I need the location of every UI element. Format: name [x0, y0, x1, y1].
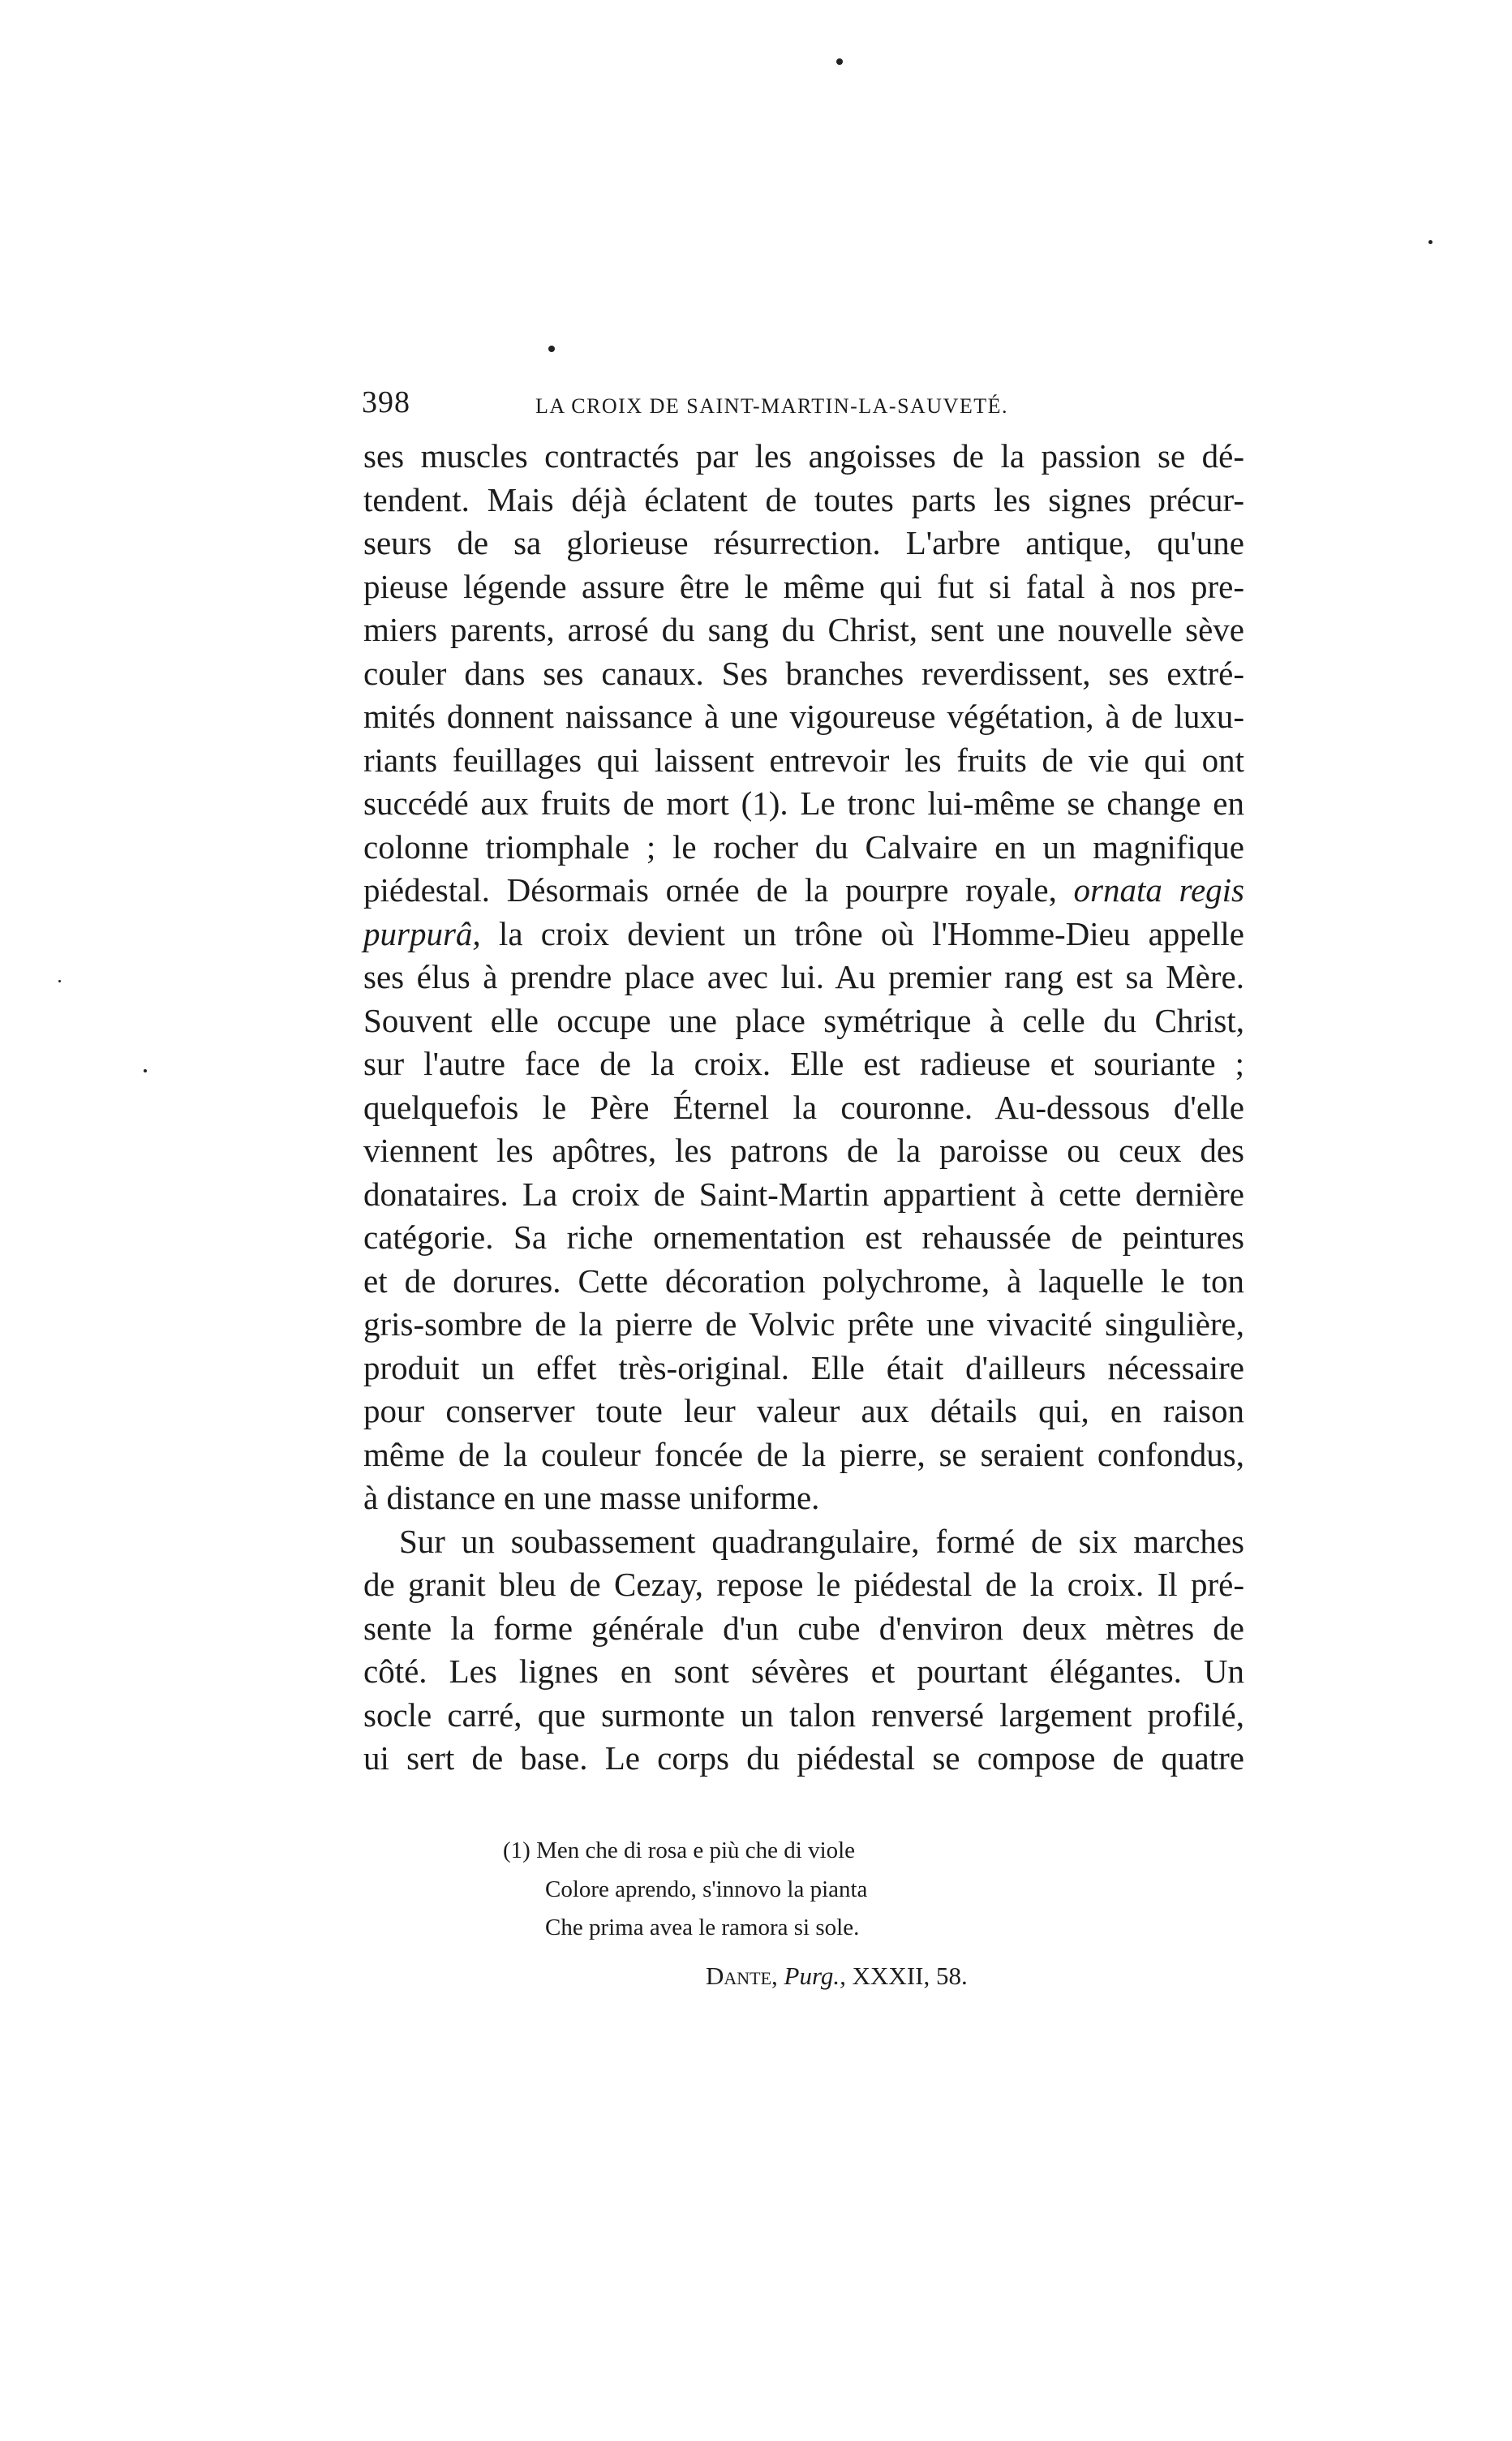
paragraph-start-line: Sur un soubassement quadrangulaire, formé de six marches	[399, 1522, 1244, 1560]
text-line: côté. Les lignes en sont sévères et pourtant élégantes. Un	[363, 1652, 1244, 1690]
text-line: mités donnent naissance à une vigoureuse végétation, à de luxu-	[363, 698, 1244, 735]
running-head: LA CROIX DE SAINT-MARTIN-LA-SAUVETÉ.	[535, 394, 1009, 418]
paragraph-end-line: à distance en une masse uniforme.	[363, 1479, 820, 1516]
page-header	[362, 385, 1246, 425]
footnote-line: (1) Men che di rosa e più che di viole	[503, 1837, 856, 1863]
text-line: ses élus à prendre place avec lui. Au premier rang est sa Mère.	[363, 958, 1244, 995]
text-line: catégorie. Sa riche ornementation est rehaussée de peintures	[363, 1218, 1244, 1256]
text-line: tendent. Mais déjà éclatent de toutes parts les signes précur-	[363, 480, 1244, 518]
text-line: donataires. La croix de Saint-Martin appartient à cette dernière	[363, 1175, 1244, 1213]
text-line: ses muscles contractés par les angoisses de la passion se dé-	[363, 437, 1244, 475]
attribution-work: Purg.,	[784, 1961, 846, 1990]
text-line: pieuse légende assure être le même qui fut si fatal à nos pre-	[363, 567, 1244, 605]
footnote-attribution	[503, 1956, 1022, 1996]
text-line: de granit bleu de Cezay, repose le piédestal de la croix. Il pré-	[363, 1566, 1244, 1603]
text-line: ui sert de base. Le corps du piédestal se compose de quatre	[363, 1739, 1244, 1777]
text-line: sur l'autre face de la croix. Elle est radieuse et souriante ;	[363, 1045, 1244, 1082]
footnote-line: Colore aprendo, s'innovo la pianta	[545, 1876, 868, 1902]
text-line: sente la forme générale d'un cube d'environ deux mètres de	[363, 1609, 1244, 1647]
text-line: seurs de sa glorieuse résurrection. L'arbre antique, qu'une	[363, 524, 1244, 561]
print-speck	[1428, 240, 1433, 244]
attribution-author: Dante,	[706, 1961, 778, 1990]
text-line: viennent les apôtres, les patrons de la paroisse ou ceux des	[363, 1132, 1244, 1169]
text-line: riants feuillages qui laissent entrevoir les fruits de vie qui ont	[363, 741, 1244, 779]
page-number: 398	[362, 385, 410, 419]
print-speck	[836, 58, 843, 65]
text-line: couler dans ses canaux. Ses branches reverdissent, ses extré-	[363, 654, 1244, 692]
attribution-reference: XXXII, 58.	[852, 1961, 968, 1990]
text-line-with-italic	[363, 869, 1244, 913]
text-line: quelquefois le Père Éternel la couronne. Au-dessous d'elle	[363, 1088, 1244, 1126]
text-line: pour conserver toute leur valeur aux détails qui, en raison	[363, 1392, 1244, 1429]
text-line: colonne triomphale ; le rocher du Calvaire en un magnifique	[363, 827, 1244, 866]
text-line-with-italic	[363, 913, 1244, 956]
text-line: et de dorures. Cette décoration polychrome, à laquelle le ton	[363, 1261, 1244, 1300]
text-line: socle carré, que surmonte un talon renversé largement profilé,	[363, 1695, 1244, 1734]
print-speck	[144, 1069, 147, 1072]
print-speck	[548, 346, 555, 352]
text-line: succédé aux fruits de mort (1). Le tronc lui-même se change en	[363, 784, 1244, 822]
text-line: même de la couleur foncée de la pierre, se seraient confondus,	[363, 1435, 1244, 1473]
italic-phrase: ornata regis	[1073, 871, 1245, 909]
footnote	[503, 1832, 1022, 1996]
text-line: miers parents, arrosé du sang du Christ, sent une nouvelle sève	[363, 611, 1244, 648]
text-line: produit un effet très-original. Elle était d'ailleurs nécessaire	[363, 1348, 1244, 1386]
print-speck	[58, 980, 61, 982]
italic-phrase: purpurâ,	[363, 914, 481, 952]
text-line: Souvent elle occupe une place symétrique à celle du Christ,	[363, 1001, 1244, 1039]
footnote-line: Che prima avea le ramora si sole.	[545, 1915, 860, 1940]
text-segment: piédestal. Désormais ornée de la pourpre royale,	[363, 871, 1057, 909]
text-line: gris-sombre de la pierre de Volvic prête une vivacité singulière,	[363, 1305, 1244, 1343]
text-segment: la croix devient un trône où l'Homme-Dieu appelle	[498, 914, 1244, 952]
body-text	[363, 435, 1244, 1781]
